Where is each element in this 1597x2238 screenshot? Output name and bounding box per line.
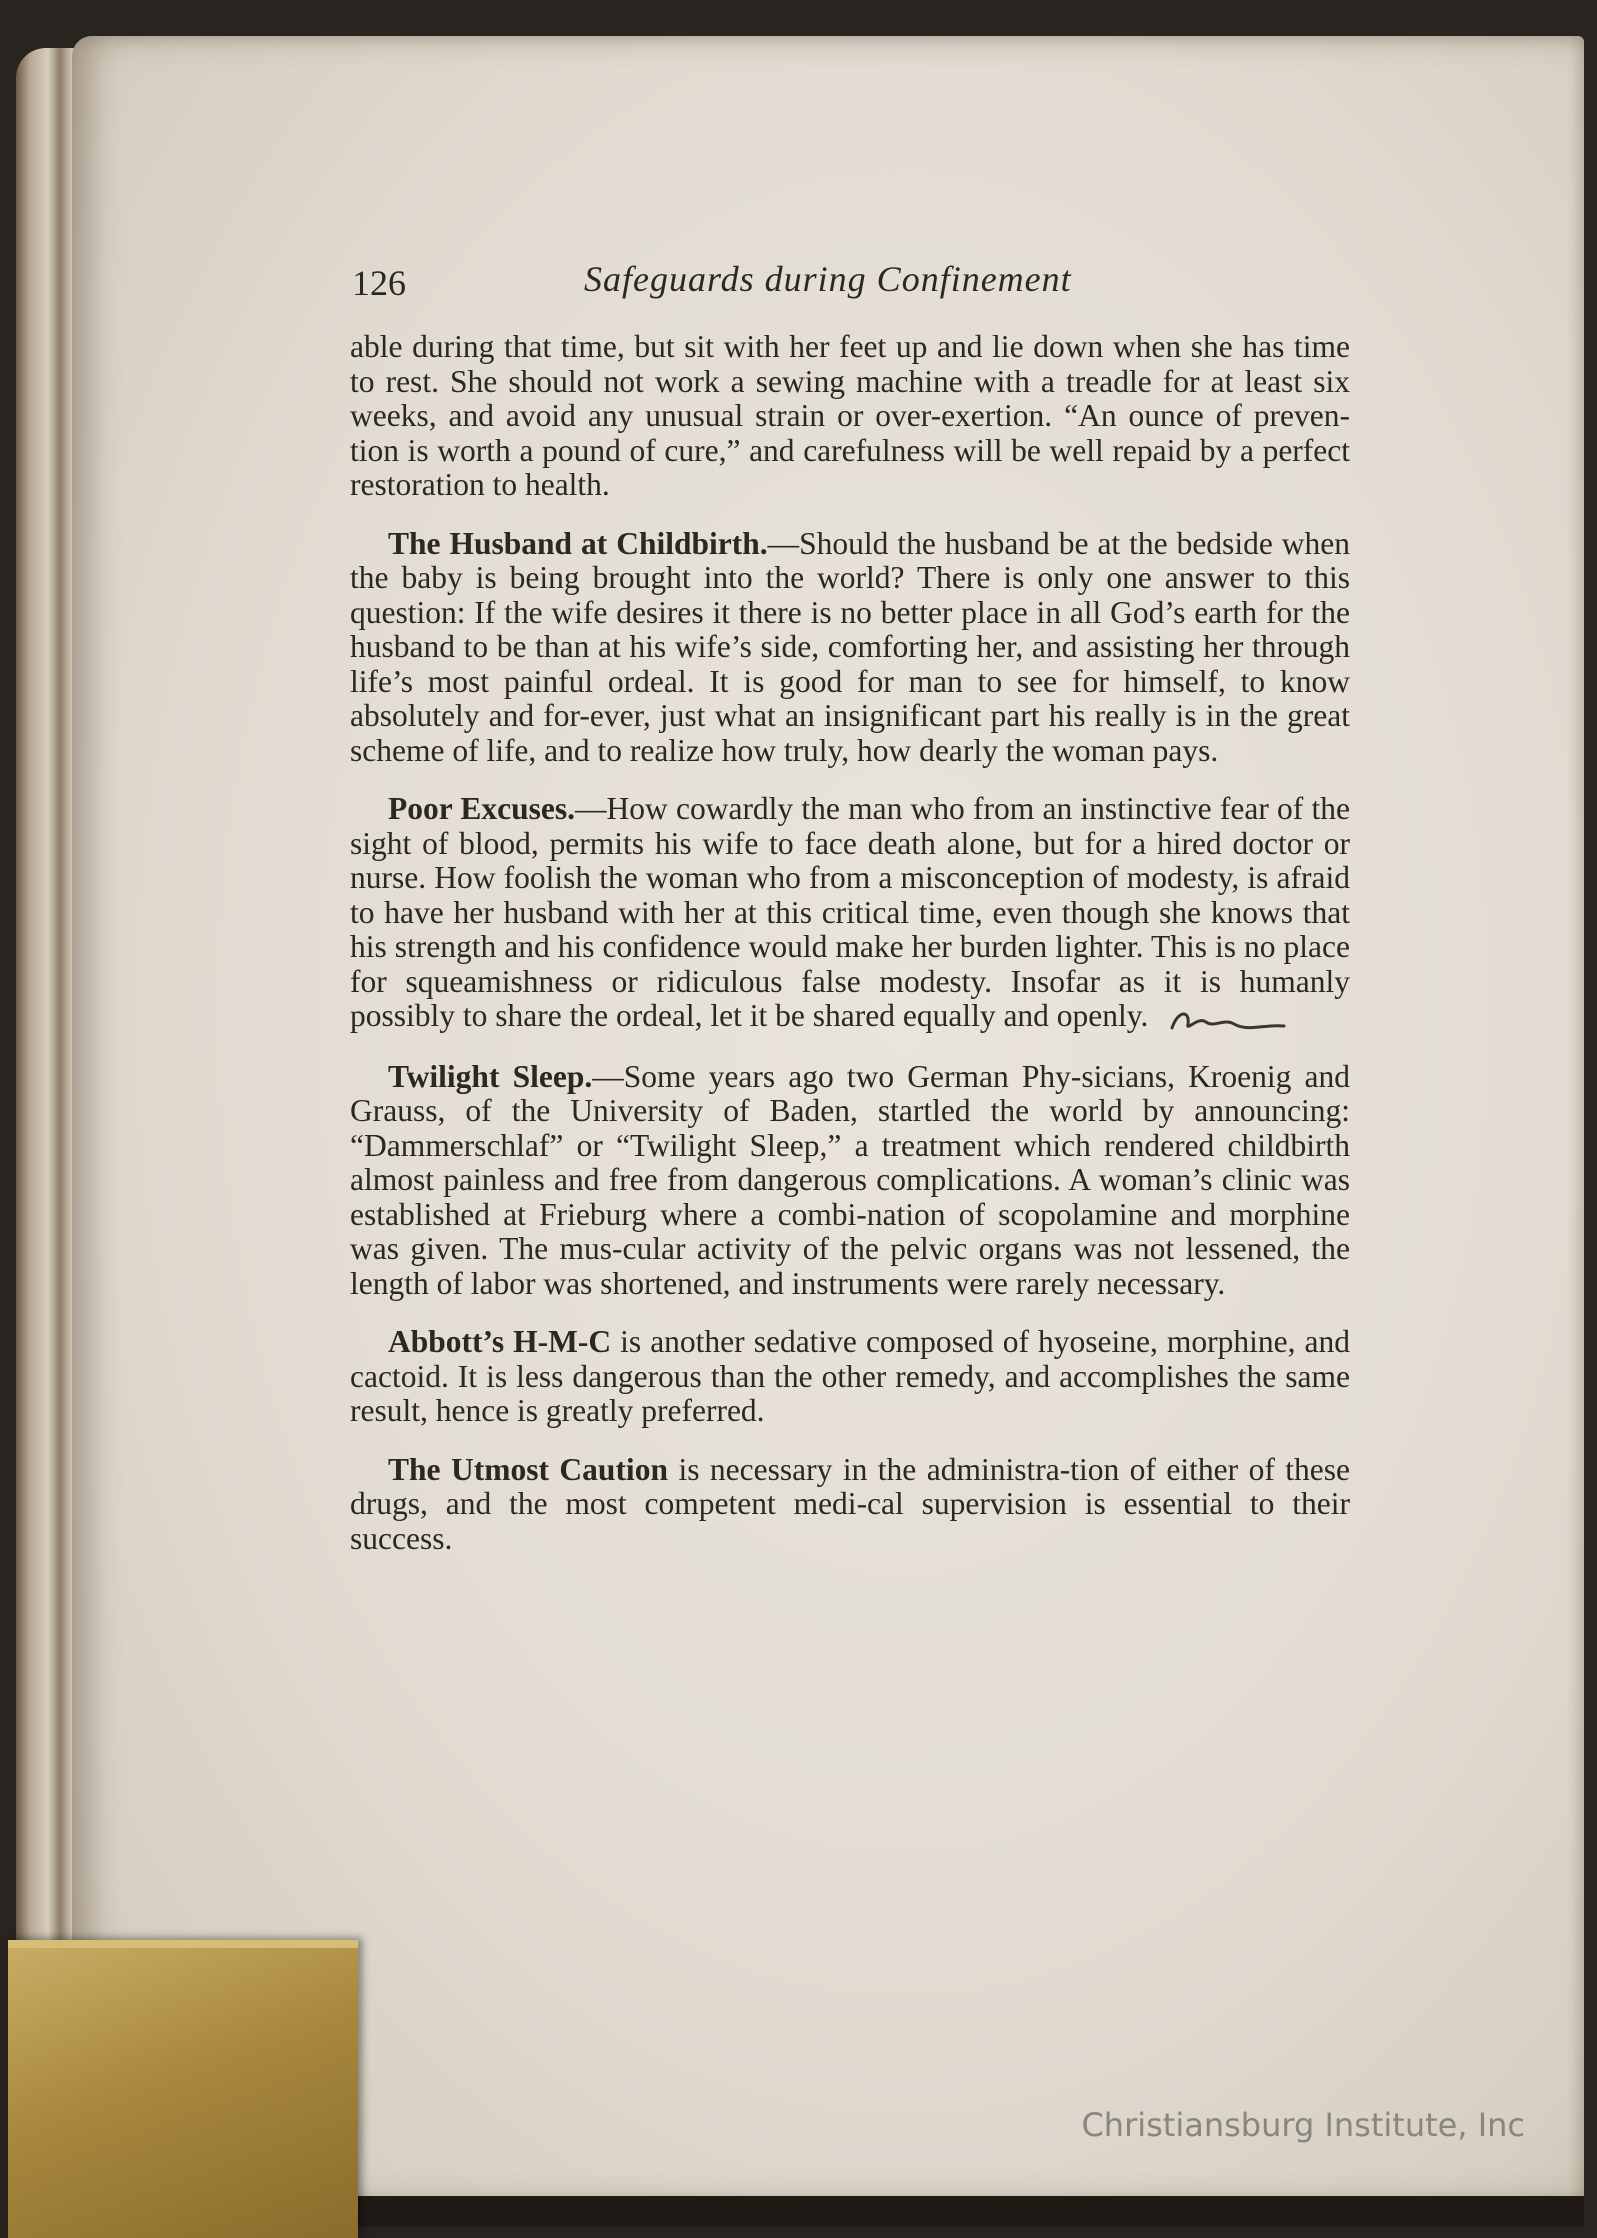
body-text — [350, 330, 1350, 1580]
paragraph-utmost-caution — [350, 1453, 1350, 1557]
paragraph-heading: The Utmost Caution — [388, 1451, 668, 1487]
paragraph-husband-at-childbirth — [350, 527, 1350, 769]
paragraph-heading: Poor Excuses. — [388, 791, 576, 826]
bookmark-tab — [8, 1940, 358, 2238]
page-number: 126 — [352, 263, 406, 303]
paragraph-text: able during that time, but sit with her feet up and lie down when she has time to rest. She should not work a sewing machine with a treadle for at least six weeks, and avoid any unusual strain or over-exertion. “An ounce of preven-tion is worth a pound of cure,” and carefulness will be well repaid by a perfect restoration to health. — [350, 329, 1350, 502]
pencil-mark-icon — [1168, 1002, 1288, 1036]
paragraph-heading: The Husband at Childbirth. — [388, 525, 768, 561]
watermark-text: Christiansburg Institute, Inc — [1081, 2106, 1525, 2144]
paragraph-text: —Should the husband be at the bedside when the baby is being brought into the world? There is only one answer to this question: If the wife desires it there is no better place in all God’s earth for the husband to be than at his wife’s side, comforting her, and assisting her through life’s most painful ordeal. It is good for man to see for himself, to know absolutely and for-ever, just what an insignificant part his really is in the great scheme of life, and to realize how truly, how dearly the woman pays. — [350, 525, 1350, 768]
paragraph-text: is necessary in the administra-tion of either of these drugs, and the most competent medi-cal supervision is essential to their success. — [350, 1451, 1351, 1556]
paragraph-twilight-sleep — [350, 1060, 1350, 1302]
paragraph-abbotts-hmc — [350, 1325, 1350, 1429]
paragraph-text: —Some years ago two German Phy-sicians, Kroenig and Grauss, of the University of Baden, startled the world by announcing: “Dammerschlaf” or “Twilight Sleep,” a treatment which rendered childbirth almost painless and free from dangerous complications. A woman’s clinic was established at Frieburg where a combi-nation of scopolamine and morphine was given. The mus-cular activity of the pelvic organs was not lessened, the length of labor was shortened, and instruments were rarely necessary. — [350, 1058, 1350, 1301]
paragraph-continuation — [350, 330, 1350, 503]
paragraph-heading: Twilight Sleep. — [388, 1058, 593, 1094]
paragraph-poor-excuses — [350, 792, 1350, 1036]
paragraph-text: is another sedative composed of hyoseine, morphine, and cactoid. It is less dangerous than the other remedy, and accomplishes the same result, hence is greatly preferred. — [350, 1324, 1351, 1429]
paragraph-heading: Abbott’s H-M-C — [388, 1324, 612, 1360]
page-header — [352, 258, 1352, 308]
running-title: Safeguards during Confinement — [584, 259, 1072, 299]
paragraph-text: —How cowardly the man who from an instinctive fear of the sight of blood, permits his wife to face death alone, but for a hired doctor or nurse. How foolish the woman who from a misconception of modesty, is afraid to have her husband with her at this critical time, even though she knows that his strength and his confidence would make her burden lighter. This is no place for squeamishness or ridiculous false modesty. Insofar as it is humanly possibly to share the ordeal, let it be shared equally and openly. — [350, 791, 1350, 1033]
